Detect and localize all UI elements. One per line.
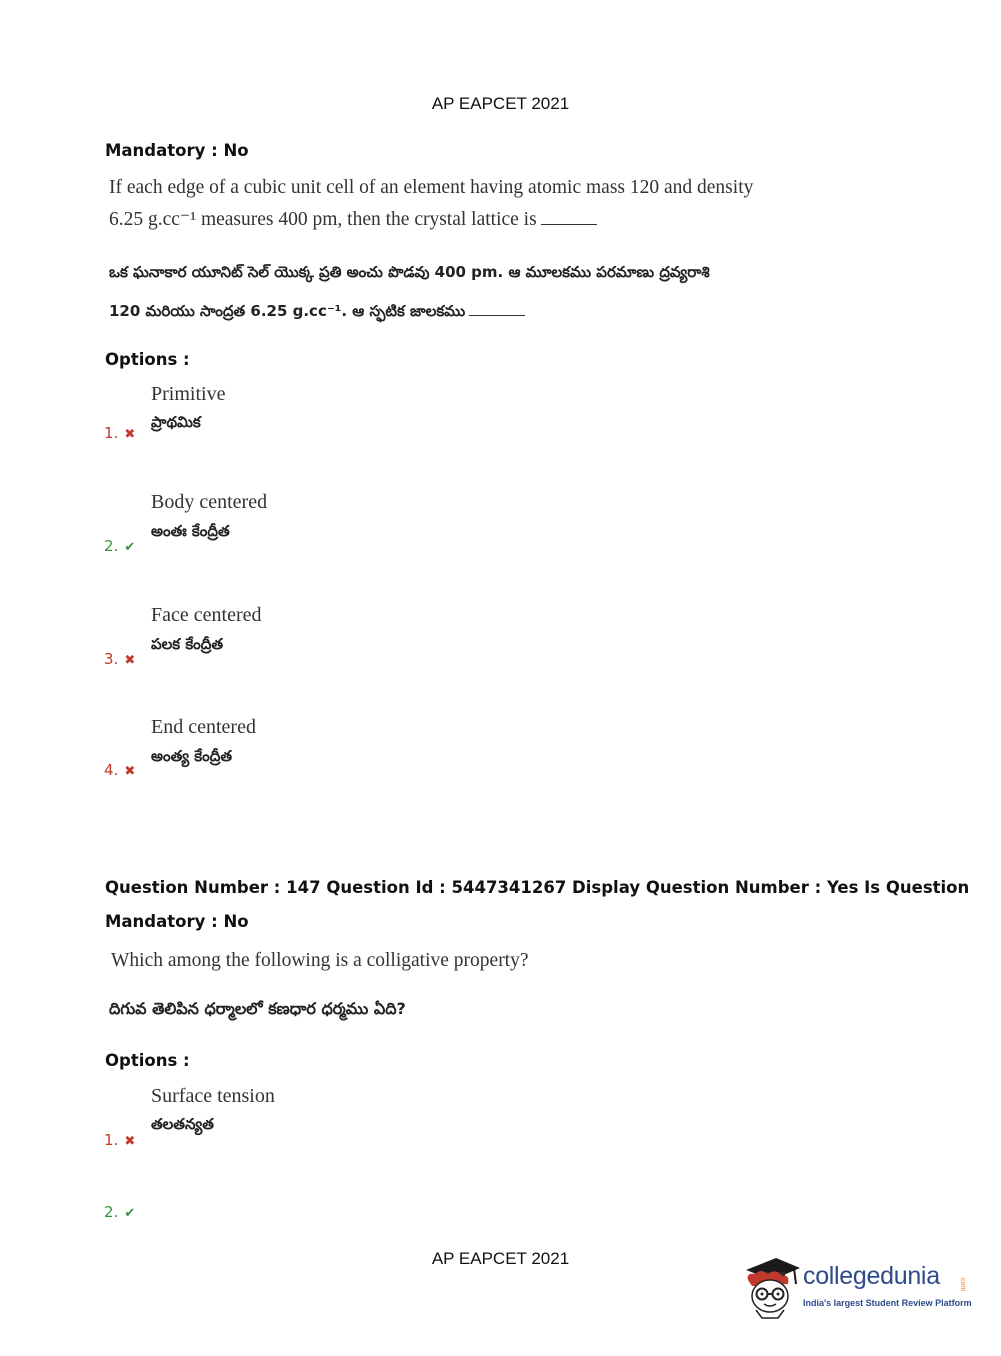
page-header: AP EAPCET 2021 xyxy=(431,94,570,113)
page-footer: AP EAPCET 2021 xyxy=(431,1249,570,1268)
q1-text-line1: If each edge of a cubic unit cell of an element having atomic mass 120 and density xyxy=(109,177,754,198)
q2-option-2-number xyxy=(104,1203,135,1221)
cross-icon: ✖ xyxy=(124,427,136,442)
q1-blank xyxy=(541,223,597,225)
q1-option-3-number xyxy=(104,650,135,668)
q1-option-1-te: ప్రాథమిక xyxy=(151,413,201,431)
q1-option-1-number xyxy=(104,424,135,442)
q1-mandatory: Mandatory : No xyxy=(105,141,249,160)
q1-telugu-line2-wrap xyxy=(109,302,525,324)
q2-mandatory: Mandatory : No xyxy=(105,912,249,931)
q1-option-2-num: 2. xyxy=(104,537,119,555)
q2-options-label: Options : xyxy=(105,1051,190,1070)
q2-text: Which among the following is a colligative property? xyxy=(111,950,529,971)
q2-option-1-te: తలతన్యత xyxy=(151,1115,214,1133)
mascot-icon xyxy=(742,1250,802,1320)
check-icon: ✔ xyxy=(124,1206,136,1221)
cross-icon: ✖ xyxy=(124,1134,136,1149)
q1-option-2-en: Body centered xyxy=(151,491,268,513)
q1-text-line2-wrap xyxy=(109,207,597,231)
q1-option-1-en: Primitive xyxy=(151,383,226,405)
q1-option-1-num: 1. xyxy=(104,424,119,442)
q1-telugu-line2: 120 మరియు సాంద్రత 6.25 g.cc⁻¹. ఆ స్ఫటిక జాలకము xyxy=(109,302,466,320)
cross-icon: ✖ xyxy=(124,764,136,779)
q2-option-1-num: 1. xyxy=(104,1131,119,1149)
q2-header: Question Number : 147 Question Id : 5447341267 Display Question Number : Yes Is Question xyxy=(105,878,970,897)
brand-tagline: India's largest Student Review Platform xyxy=(803,1298,972,1308)
check-icon: ✔ xyxy=(124,540,136,555)
q1-option-2-te: అంతః కేంద్రీత xyxy=(151,522,230,540)
q1-option-4-en: End centered xyxy=(151,716,256,738)
brand-name: collegedunia xyxy=(803,1262,940,1290)
q2-option-1-en: Surface tension xyxy=(151,1085,275,1107)
brand-suffix: .com xyxy=(959,1276,966,1292)
q2-option-1-number xyxy=(104,1131,135,1149)
q2-option-2-num: 2. xyxy=(104,1203,119,1221)
q1-telugu-line1: ఒక ఘనాకార యూనిట్ సెల్ యొక్క ప్రతి అంచు పొడవు 400 pm. ఆ మూలకము పరమాణు ద్రవ్యరాశి xyxy=(109,263,710,281)
q1-option-2-number xyxy=(104,537,135,555)
cross-icon: ✖ xyxy=(124,653,136,668)
q1-text-line2: 6.25 g.cc⁻¹ measures 400 pm, then the crystal lattice is xyxy=(109,209,537,230)
q1-telugu-blank xyxy=(469,314,525,316)
q1-options-label: Options : xyxy=(105,350,190,369)
q1-option-3-num: 3. xyxy=(104,650,119,668)
q1-option-4-num: 4. xyxy=(104,761,119,779)
q1-option-3-te: పలక కేంద్రీత xyxy=(151,635,224,653)
q1-option-4-te: అంత్య కేంద్రీత xyxy=(151,747,232,765)
q1-option-3-en: Face centered xyxy=(151,604,262,626)
q1-option-4-number xyxy=(104,761,135,779)
q2-telugu: దిగువ తెలిపిన ధర్మాలలో కణధార ధర్మము ఏది? xyxy=(109,999,406,1018)
